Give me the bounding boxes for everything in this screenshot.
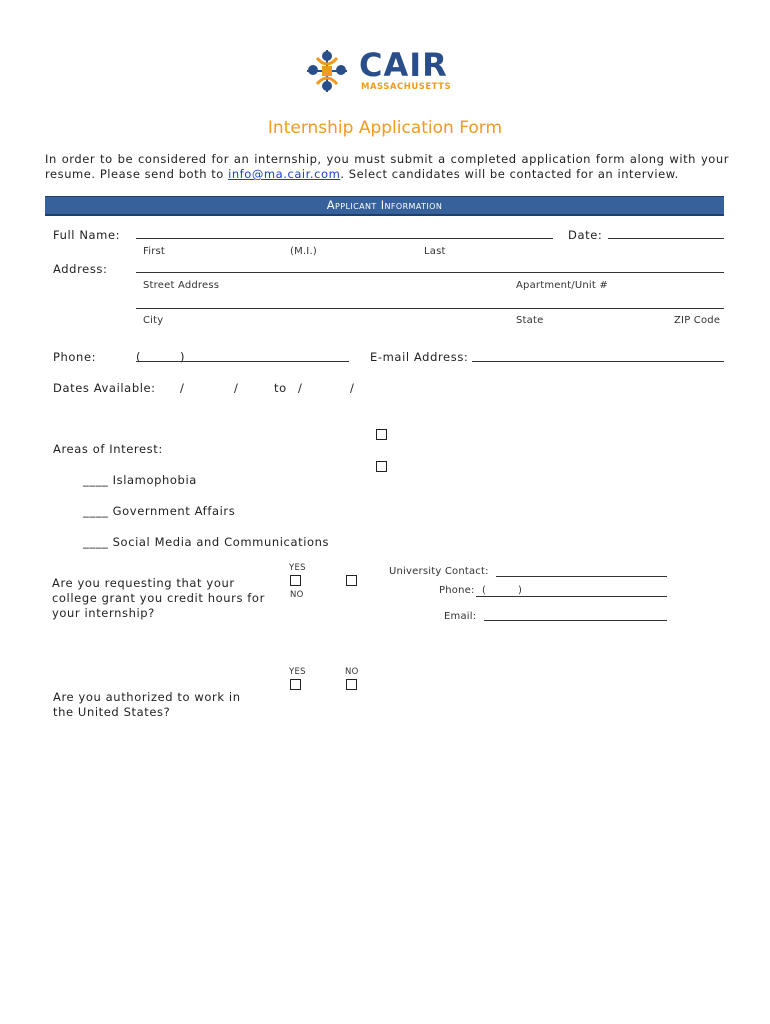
- authorized-no-caption: NO: [345, 667, 359, 677]
- dates-to-label: to: [274, 381, 287, 395]
- date-slash-3: /: [298, 381, 303, 395]
- university-phone-close: ): [518, 585, 523, 596]
- areas-of-interest-label: Areas of Interest:: [53, 442, 163, 456]
- form-title: Internship Application Form: [267, 118, 503, 138]
- full-name-field[interactable]: [136, 238, 553, 239]
- logo-subtitle: MASSACHUSETTS: [361, 82, 452, 92]
- intro-paragraph: [45, 152, 729, 182]
- section-header: Applicant Information: [326, 198, 443, 212]
- dates-available-label: Dates Available:: [53, 381, 156, 395]
- city-caption: City: [143, 315, 164, 326]
- cair-emblem-icon: [303, 46, 351, 96]
- date-field[interactable]: [608, 238, 724, 239]
- university-email-field[interactable]: [484, 620, 667, 621]
- work-authorization-question: Are you authorized to work in the United States?: [53, 690, 241, 719]
- phone-label: Phone:: [53, 350, 97, 364]
- first-name-caption: First: [143, 246, 166, 257]
- date-slash-4: /: [350, 381, 355, 395]
- apartment-caption: Apartment/Unit #: [516, 280, 608, 291]
- authorized-yes-checkbox[interactable]: [290, 679, 301, 690]
- logo: [303, 44, 463, 98]
- city-state-zip-field[interactable]: [136, 308, 724, 309]
- credit-no-caption: NO: [290, 590, 304, 600]
- phone-field[interactable]: [136, 361, 349, 362]
- street-address-field[interactable]: [136, 272, 724, 273]
- intro-text-end: . Select candidates will be contacted for an interview.: [340, 167, 679, 181]
- logo-title: CAIR: [359, 46, 448, 84]
- credit-hours-question: Are you requesting that your college grant you credit hours for your internship?: [52, 576, 265, 620]
- credit-no-checkbox[interactable]: [346, 575, 357, 586]
- street-address-caption: Street Address: [143, 280, 220, 291]
- interest-government-affairs[interactable]: ____ Government Affairs: [83, 504, 236, 518]
- authorized-no-checkbox[interactable]: [346, 679, 357, 690]
- address-label: Address:: [53, 262, 108, 276]
- email-link[interactable]: info@ma.cair.com: [228, 167, 341, 181]
- university-phone-field[interactable]: [476, 596, 667, 597]
- date-slash-1: /: [180, 381, 185, 395]
- university-phone-open: (: [482, 585, 487, 596]
- state-caption: State: [516, 315, 544, 326]
- date-slash-2: /: [234, 381, 239, 395]
- university-email-label: Email:: [444, 611, 477, 622]
- intro-text: In order to be considered for an internship, you must submit a completed application form along with your resume. Please send both to: [45, 152, 729, 181]
- email-label: E-mail Address:: [370, 350, 469, 364]
- checkbox-1[interactable]: [376, 429, 387, 440]
- university-phone-label: Phone:: [439, 585, 475, 596]
- last-name-caption: Last: [424, 246, 446, 257]
- phone-area-close: ): [180, 350, 186, 364]
- email-field[interactable]: [472, 361, 724, 362]
- authorized-yes-caption: YES: [289, 667, 306, 677]
- interest-islamophobia[interactable]: ____ Islamophobia: [83, 473, 197, 487]
- credit-yes-caption: YES: [289, 563, 306, 573]
- middle-initial-caption: (M.I.): [290, 246, 317, 257]
- credit-yes-checkbox[interactable]: [290, 575, 301, 586]
- university-contact-field[interactable]: [496, 576, 667, 577]
- university-contact-label: University Contact:: [389, 566, 489, 577]
- full-name-label: Full Name:: [53, 228, 121, 242]
- date-label: Date:: [568, 228, 603, 242]
- zip-caption: ZIP Code: [674, 315, 721, 326]
- interest-social-media[interactable]: ____ Social Media and Communications: [83, 535, 330, 549]
- section-header-bar: [45, 196, 724, 216]
- phone-area-open: (: [136, 350, 142, 364]
- checkbox-2[interactable]: [376, 461, 387, 472]
